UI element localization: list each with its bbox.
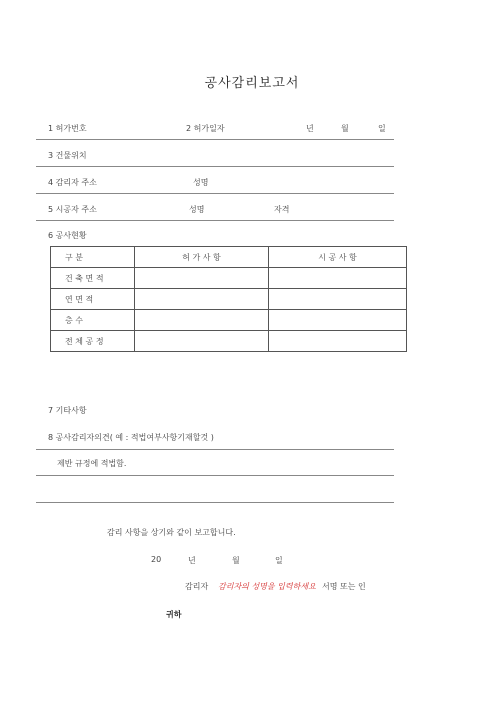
signer-label: 감리자 [185,582,209,591]
permit-year-label: 년 [306,124,314,133]
report-day-label: 일 [275,556,283,565]
page-title: 공사감리보고서 [204,76,300,91]
permit-day-label: 일 [378,124,386,133]
row-label: 층 수 [51,310,135,331]
other-matters-label: 7 기타사항 [48,406,87,415]
row-label: 전 체 공 정 [51,331,135,352]
table-header-row [51,247,407,268]
construction-cell[interactable] [269,310,407,331]
builder-address-label: 5 시공자 주소 [48,205,97,214]
signer-name-input[interactable]: 감리자의 성명을 입력하세요 [218,582,316,591]
report-statement: 감리 사항을 상기와 같이 보고합니다. [107,528,236,537]
table-header-category: 구 분 [51,247,135,268]
row-label: 건 축 면 적 [51,268,135,289]
supervisor-opinion-label: 8 공사감리자의견( 예 : 적법여부사항기재할것 ) [48,433,214,442]
construction-cell[interactable] [269,289,407,310]
supervisor-opinion-text: 제반 규정에 적법함. [57,459,127,468]
building-location-label: 3 건물위치 [48,151,87,160]
divider [36,166,394,167]
permit-cell[interactable] [135,331,269,352]
divider [36,193,394,194]
recipient-label: 귀하 [166,610,182,619]
table-row [51,331,407,352]
table-row [51,268,407,289]
permit-cell[interactable] [135,268,269,289]
report-date-prefix: 20 [151,555,162,564]
table-row [51,289,407,310]
table-header-permit: 허 가 사 항 [135,247,269,268]
divider [36,449,394,450]
report-year-label: 년 [188,556,196,565]
permit-month-label: 월 [341,124,349,133]
divider [36,220,394,221]
supervisor-address-label: 4 감리자 주소 [48,178,97,187]
permit-number-label: 1 허가번호 [48,124,87,133]
row-label: 연 면 적 [51,289,135,310]
table-row [51,310,407,331]
construction-status-table [50,246,407,352]
construction-status-label: 6 공사현황 [48,231,87,240]
construction-cell[interactable] [269,268,407,289]
construction-cell[interactable] [269,331,407,352]
divider [36,502,394,503]
supervisor-name-label: 성명 [193,178,209,187]
permit-date-label: 2 허가일자 [186,124,225,133]
table-header-construction: 시 공 사 항 [269,247,407,268]
builder-name-label: 성명 [189,205,205,214]
divider [36,475,394,476]
report-month-label: 월 [232,556,240,565]
builder-qualification-label: 자격 [274,205,290,214]
permit-cell[interactable] [135,289,269,310]
permit-cell[interactable] [135,310,269,331]
sign-or-seal-label: 서명 또는 인 [322,582,366,591]
divider [36,139,394,140]
